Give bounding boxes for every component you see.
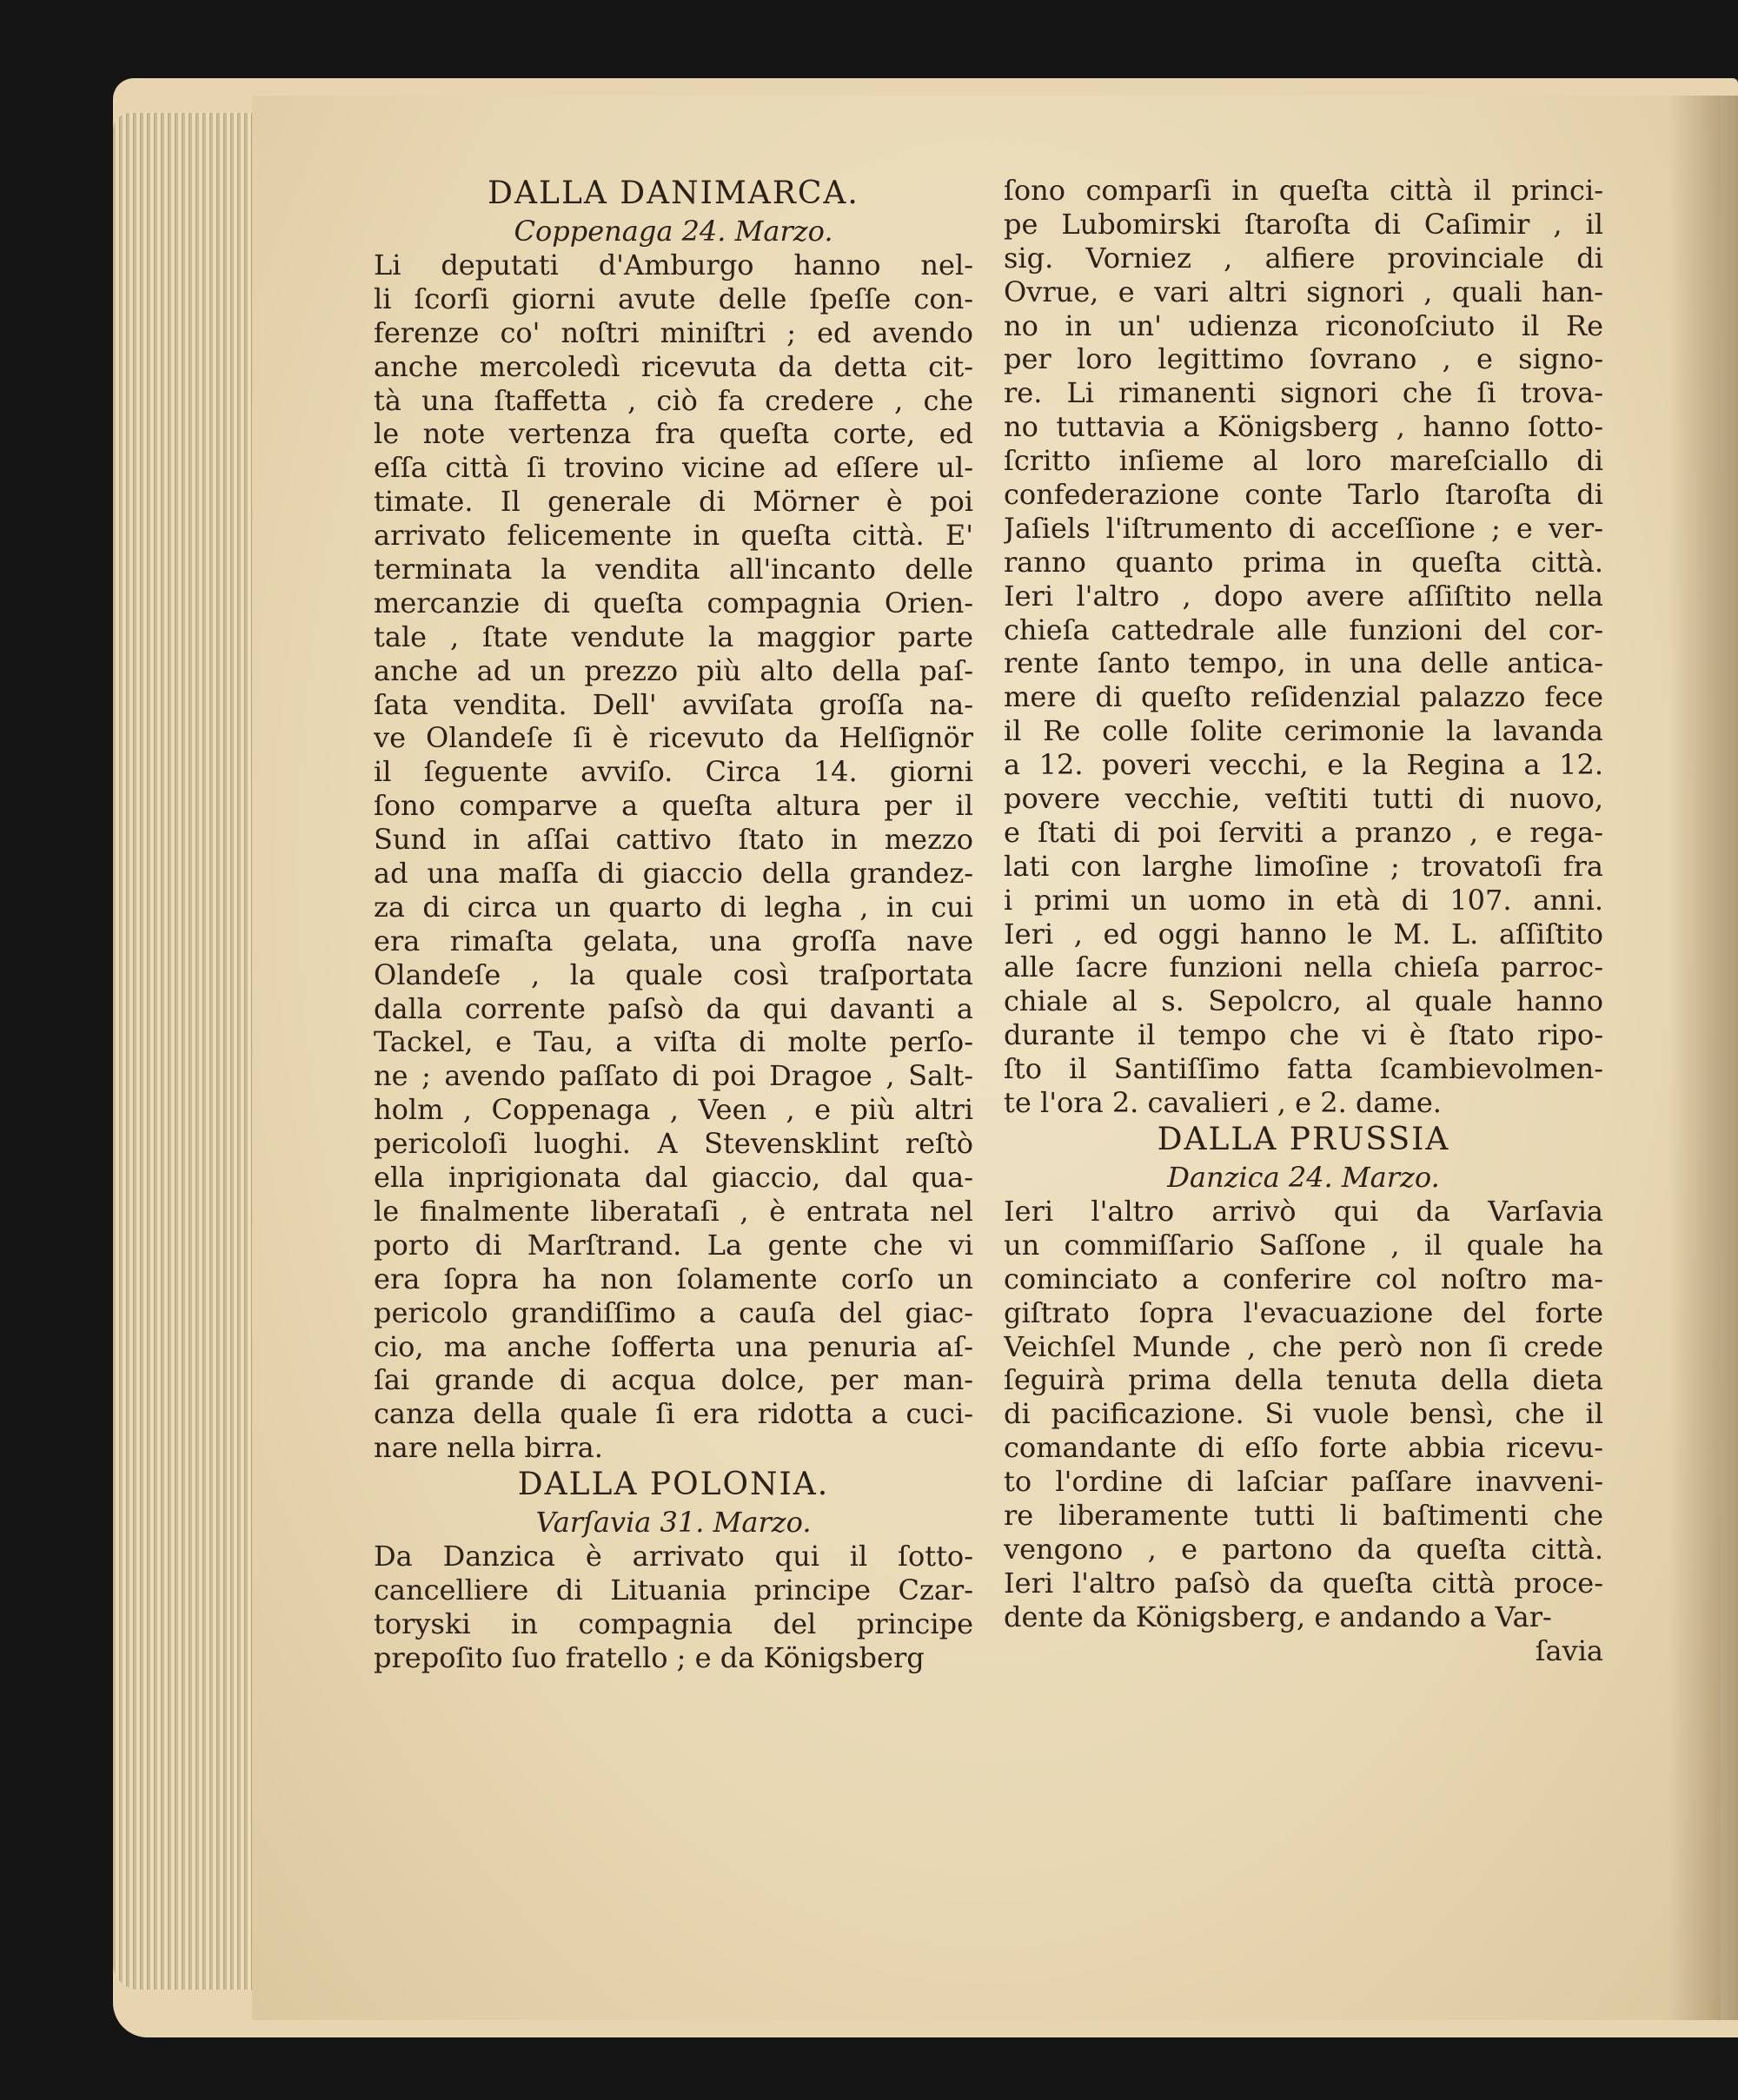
text-line: re. Li rimanenti signori che ſi trova- bbox=[1004, 376, 1603, 410]
text-line: Sund in aſſai cattivo ſtato in mezzo bbox=[374, 823, 973, 857]
text-line: dalla corrente paſsò da qui davanti a bbox=[374, 991, 973, 1025]
text-line: ſto il Santiſſimo fatta ſcambievolmen- bbox=[1004, 1052, 1603, 1086]
text-line: cancelliere di Lituania principe Czar- bbox=[374, 1573, 973, 1606]
text-line: durante il tempo che vi è ſtato ripo- bbox=[1004, 1018, 1603, 1052]
text-line: il Re colle ſolite cerimonie la lavanda bbox=[1004, 714, 1603, 748]
text-line: mere di queſto reſidenzial palazzo fece bbox=[1004, 680, 1603, 714]
text-line: era rimaſta gelata, una groſſa nave bbox=[374, 924, 973, 957]
text-line: ſono comparve a queſta altura per il bbox=[374, 789, 973, 823]
section-heading-polonia: DALLA POLONIA. bbox=[517, 1467, 830, 1503]
text-line: timate. Il generale di Mörner è poi bbox=[374, 485, 973, 519]
text-line: i primi un uomo in età di 107. anni. bbox=[1004, 883, 1603, 917]
text-line: ranno quanto prima in queſta città. bbox=[1004, 545, 1603, 579]
text-line: mercanzie di queſta compagnia Orien- bbox=[374, 586, 973, 619]
text-line: anche ad un prezzo più alto della paſ- bbox=[374, 653, 973, 687]
text-line: toryski in compagnia del principe bbox=[374, 1606, 973, 1640]
text-line: comandante di eſſo forte abbia ricevu- bbox=[1004, 1431, 1603, 1465]
section-heading-danimarca: DALLA DANIMARCA. bbox=[488, 176, 859, 211]
text-line: ad una maſſa di giaccio della grandez- bbox=[374, 857, 973, 891]
text-line: te l'ora 2. cavalieri , e 2. dame. bbox=[1004, 1086, 1442, 1120]
text-line: per loro legittimo ſovrano , e signo- bbox=[1004, 342, 1603, 376]
catchword: ſavia bbox=[1535, 1633, 1603, 1667]
text-line: ſeguirà prima della tenuta della dieta bbox=[1004, 1363, 1603, 1397]
text-line: di pacificazione. Si vuole bensì, che il bbox=[1004, 1397, 1603, 1431]
text-line: rente ſanto tempo, in una delle antica- bbox=[1004, 646, 1603, 680]
text-line: Li deputati d'Amburgo hanno nel- bbox=[374, 248, 973, 282]
text-line: nare nella birra. bbox=[374, 1431, 603, 1465]
text-line: ferenze co' noſtri miniſtri ; ed avendo bbox=[374, 315, 973, 349]
text-line: holm , Coppenaga , Veen , e più altri bbox=[374, 1093, 973, 1127]
text-line: ella inprigionata dal giaccio, dal qua- bbox=[374, 1161, 973, 1195]
text-line: ſai grande di acqua dolce, per man- bbox=[374, 1363, 973, 1397]
text-line: tà una ſtaffetta , ciò fa credere , che bbox=[374, 383, 973, 417]
text-line: canza della quale ſi era ridotta a cuci- bbox=[374, 1397, 973, 1431]
text-line: porto di Marſtrand. La gente che vi bbox=[374, 1228, 973, 1262]
text-line: cominciato a conferire col noſtro ma- bbox=[1004, 1262, 1603, 1295]
text-line: Ovrue, e vari altri signori , quali han- bbox=[1004, 275, 1603, 308]
text-line: arrivato felicemente in queſta città. E' bbox=[374, 519, 973, 553]
text-line: Veichſel Munde , che però non ſi crede bbox=[1004, 1329, 1603, 1363]
dateline-coppenaga: Coppenaga 24. Marzo. bbox=[514, 215, 833, 248]
text-line: li ſcorſi giorni avute delle ſpeſſe con- bbox=[374, 282, 973, 315]
text-line: a 12. poveri vecchi, e la Regina a 12. bbox=[1004, 748, 1603, 782]
text-line: era ſopra ha non ſolamente corſo un bbox=[374, 1262, 973, 1295]
text-line: ne ; avendo paſſato di poi Dragoe , Salt- bbox=[374, 1059, 973, 1093]
text-line: to l'ordine di laſciar paſſare inavveni- bbox=[1004, 1465, 1603, 1499]
text-line: Jaſiels l'iſtrumento di acceſſione ; e ver- bbox=[1004, 511, 1603, 545]
text-line: Ieri l'altro arrivò qui da Varſavia bbox=[1004, 1194, 1603, 1228]
text-line: prepoſito ſuo fratello ; e da Königsberg bbox=[374, 1640, 925, 1674]
dateline-varsavia: Varſavia 31. Marzo. bbox=[535, 1506, 812, 1540]
text-line: terminata la vendita all'incanto delle bbox=[374, 553, 973, 586]
text-line: vengono , e partono da queſta città. bbox=[1004, 1532, 1603, 1566]
dateline-danzica: Danzica 24. Marzo. bbox=[1167, 1160, 1440, 1194]
section-heading-prussia: DALLA PRUSSIA bbox=[1157, 1121, 1450, 1157]
text-line: chiale al s. Sepolcro, al quale hanno bbox=[1004, 984, 1603, 1018]
text-line: pe Lubomirski ſtaroſta di Caſimir , il bbox=[1004, 207, 1603, 241]
left-column bbox=[374, 174, 973, 1675]
text-line: un commiſſario Saſſone , il quale ha bbox=[1004, 1228, 1603, 1262]
text-line: pericoloſi luoghi. A Stevensklint reſtò bbox=[374, 1127, 973, 1161]
text-line: lati con larghe limoſine ; trovatoſi fra bbox=[1004, 849, 1603, 883]
text-line: Da Danzica è arrivato qui il ſotto- bbox=[374, 1540, 973, 1573]
text-line: confederazione conte Tarlo ſtaroſta di bbox=[1004, 478, 1603, 512]
page-edges bbox=[113, 113, 261, 1990]
text-line: Ieri l'altro , dopo avere aſſiſtito nella bbox=[1004, 579, 1603, 613]
page-gutter-shadow bbox=[1668, 96, 1738, 2020]
text-line: no in un' udienza riconoſciuto il Re bbox=[1004, 308, 1603, 342]
paragraph-prussia bbox=[1004, 1195, 1603, 1634]
text-line: il ſeguente avviſo. Circa 14. giorni bbox=[374, 755, 973, 789]
text-line: ve Olandeſe ſi è ricevuto da Helſignör bbox=[374, 721, 973, 755]
text-line: dente da Königsberg, e andando a Var- bbox=[1004, 1600, 1552, 1633]
text-line: ſata vendita. Dell' avviſata groſſa na- bbox=[374, 687, 973, 721]
text-line: eſſa città ſi trovino vicine ad eſſere ul- bbox=[374, 451, 973, 485]
text-line: sig. Vorniez , alfiere provinciale di bbox=[1004, 241, 1603, 275]
text-line: anche mercoledì ricevuta da detta cit- bbox=[374, 349, 973, 383]
paragraph-polonia-continued bbox=[1004, 174, 1603, 1120]
text-line: Ieri l'altro paſsò da queſta città proce- bbox=[1004, 1566, 1603, 1600]
text-line: ſcritto inſieme al loro mareſciallo di bbox=[1004, 444, 1603, 478]
text-line: e ſtati di poi ſerviti a pranzo , e rega- bbox=[1004, 815, 1603, 849]
text-line: Ieri , ed oggi hanno le M. L. aſſiſtito bbox=[1004, 917, 1603, 951]
paragraph-polonia bbox=[374, 1540, 973, 1675]
text-line: re liberamente tutti li baſtimenti che bbox=[1004, 1498, 1603, 1532]
text-line: chieſa cattedrale alle funzioni del cor- bbox=[1004, 613, 1603, 646]
text-line: alle ſacre funzioni nella chieſa parroc- bbox=[1004, 951, 1603, 984]
text-line: pericolo grandiſſimo a cauſa del giac- bbox=[374, 1295, 973, 1329]
text-line: za di circa un quarto di legha , in cui bbox=[374, 890, 973, 924]
text-line: cio, ma anche ſofferta una penuria aſ- bbox=[374, 1329, 973, 1363]
text-line: ſono comparſi in queſta città il princi- bbox=[1004, 174, 1603, 207]
text-line: giſtrato ſopra l'evacuazione del forte bbox=[1004, 1295, 1603, 1329]
text-line: le finalmente liberataſi , è entrata nel bbox=[374, 1194, 973, 1228]
text-line: Olandeſe , la quale così traſportata bbox=[374, 957, 973, 991]
text-line: Tackel, e Tau, a viſta di molte perſo- bbox=[374, 1025, 973, 1059]
text-line: no tuttavia a Königsberg , hanno ſotto- bbox=[1004, 410, 1603, 444]
text-line: le note vertenza fra queſta corte, ed bbox=[374, 417, 973, 451]
text-line: povere vecchie, veſtiti tutti di nuovo, bbox=[1004, 782, 1603, 816]
right-column bbox=[1004, 174, 1603, 1667]
text-line: tale , ſtate vendute la maggior parte bbox=[374, 619, 973, 653]
paragraph-danimarca bbox=[374, 248, 973, 1465]
